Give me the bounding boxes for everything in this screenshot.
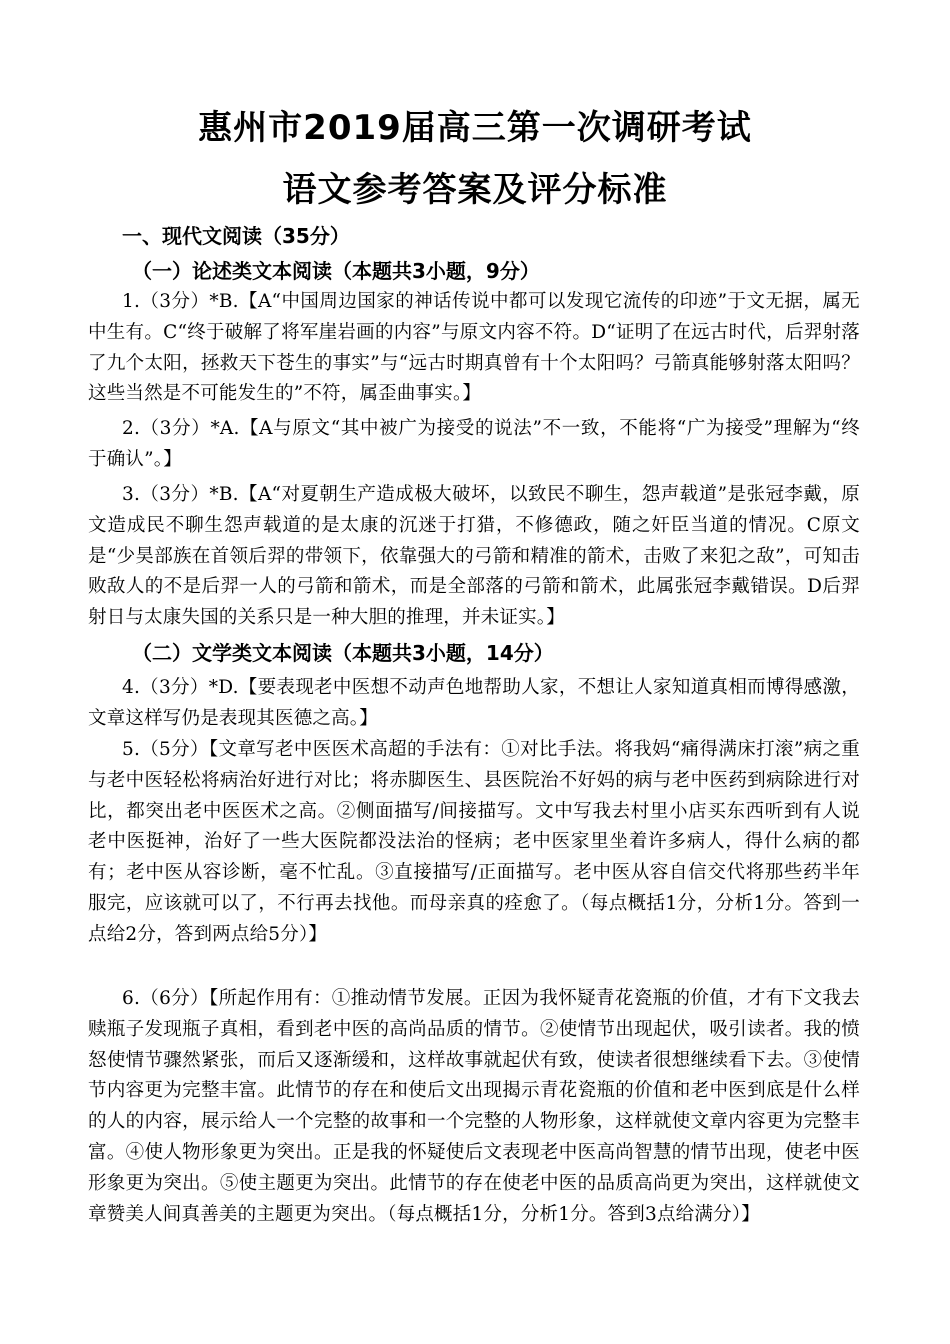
answer-q1: 1.（3分）*B.【A“中国周边国家的神话传说中都可以发现它流传的印迹”于文无据，属无中生有。C“终于破解了将军崖岩画的内容”与原文内容不符。D“证明了在远古时代，后羿射落了九个太阳，拯救天下苍生的事实”与“远古时期真曾有十个太阳吗？弓箭真能够射落太阳吗？这些当然是不可能发生的”不符，属歪曲事实。】: [88, 291, 860, 405]
answer-q2: 2.（3分）*A.【A与原文“其中被广为接受的说法”不一致，不能将“广为接受”理解为“终于确认”。】: [88, 418, 860, 470]
answer-q4: 4.（3分）*D.【要表现老中医想不动声色地帮助人家，不想让人家知道真相而博得感激，文章这样写仍是表现其医德之高。】: [88, 677, 860, 729]
answer-q6: 6.（6分）【所起作用有：①推动情节发展。正因为我怀疑青花瓷瓶的价值，才有下文我去赎瓶子发现瓶子真相，看到老中医的高尚品质的情节。②使情节出现起伏，吸引读者。我的愤怒使情节骤然紧张，而后又逐渐缓和，这样故事就起伏有致，使读者很想继续看下去。③使情节内容更为完整丰富。此情节的存在和使后文出现揭示青花瓷瓶的价值和老中医到底是什么样的人的内容，展示给人一个完整的故事和一个完整的人物形象，这样就使文章内容更为完整丰富。④使人物形象更为突出。正是我的怀疑使后文表现老中医高尚智慧的情节出现，使老中医形象更为突出。⑤使主题更为突出。此情节的存在使老中医的品质高尚更为突出，这样就使文章赞美人间真善美的主题更为突出。（每点概括1分，分析1分。答到3点给满分）】: [88, 988, 860, 1225]
page-subtitle: 语文参考答案及评分标准: [282, 170, 668, 210]
answer-q3: 3.（3分）*B.【A“对夏朝生产造成极大破坏，以致民不聊生，怨声载道”是张冠李戴，原文造成民不聊生怨声载道的是太康的沉迷于打猎，不修德政，随之奸臣当道的情况。C原文是“少昊部族在首领后羿的带领下，依靠强大的弓箭和精准的箭术，击败了来犯之敌”，可知击败敌人的不是后羿一人的弓箭和箭术，而是全部落的弓箭和箭术，此属张冠李戴错误。D后羿射日与太康失国的关系只是一种大胆的推理，并未证实。】: [88, 484, 860, 629]
subsection-heading-argumentative: （一）论述类文本阅读（本题共3小题，9分）: [132, 259, 540, 283]
answer-q5: 5.（5分）【文章写老中医医术高超的手法有：①对比手法。将我妈“痛得满床打滚”病之重与老中医轻松将病治好进行对比；将赤脚医生、县医院治不好妈的病与老中医药到病除进行对比，都突出老中医医术之高。②侧面描写/间接描写。文中写我去村里小店买东西听到有人说老中医挺神，治好了一些大医院都没法治的怪病；老中医家里坐着许多病人，得什么病的都有；老中医从容诊断，毫不忙乱。③直接描写/正面描写。老中医从容自信交代将那些药半年服完，应该就可以了，不行再去找他。而母亲真的痊愈了。（每点概括1分，分析1分。答到一点给2分，答到两点给5分）】: [88, 739, 860, 945]
subsection-heading-literary: （二）文学类文本阅读（本题共3小题，14分）: [132, 641, 554, 665]
section-heading-modern-reading: 一、现代文阅读（35分）: [122, 224, 350, 248]
page-title: 惠州市2019届高三第一次调研考试: [198, 108, 752, 148]
